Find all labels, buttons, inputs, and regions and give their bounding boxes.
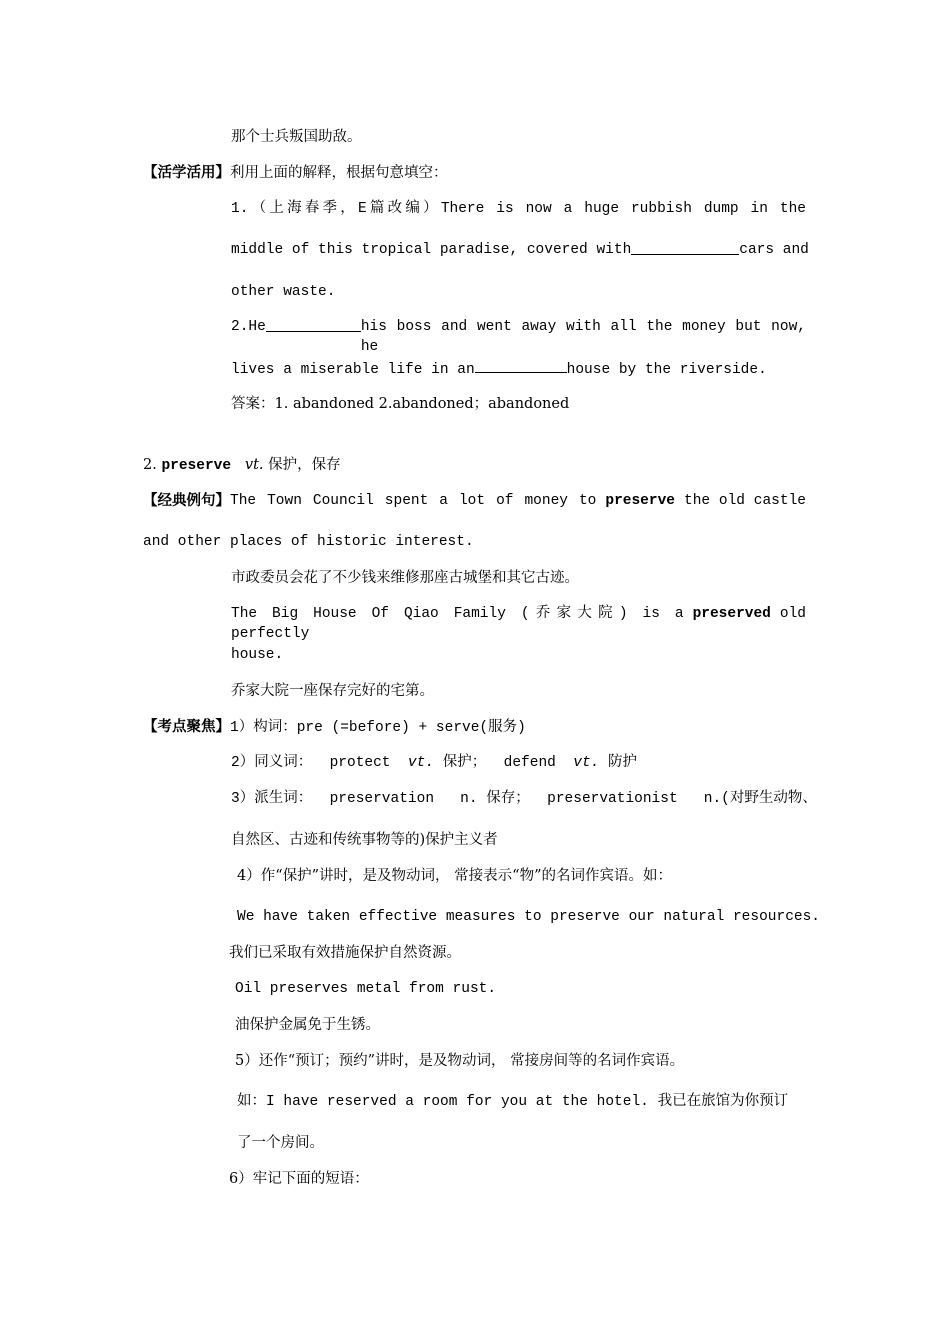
focus-point-2-a: 2）同义词： protect xyxy=(231,755,408,771)
q2-line-1 xyxy=(231,317,806,357)
examples-tag: 【经典例句】 xyxy=(143,492,230,509)
focus-point-2-pos2: vt. xyxy=(573,755,600,771)
q2-blank-1[interactable] xyxy=(266,317,361,332)
examples-line-1 xyxy=(143,491,806,511)
example2-keyword: preserved xyxy=(692,606,771,622)
focus-point-2 xyxy=(231,753,637,773)
focus-point-2-b: 保护； defend xyxy=(434,755,574,771)
q2-line-1-tail: his boss and went away with all the money but now, he xyxy=(360,319,806,355)
focus-point-1: 1）构词：pre (=before) + serve(服务) xyxy=(230,720,526,736)
q1-line-1: 1.（上海春季，E篇改编）There is now a huge rubbish dump in the xyxy=(231,201,806,217)
example2-part2: old xyxy=(779,606,806,622)
q1-blank[interactable] xyxy=(631,240,739,255)
q2-line-2-tail: house by the riverside. xyxy=(566,362,767,378)
focus-line-1 xyxy=(143,717,526,738)
focus-point-2-c: 防护 xyxy=(599,755,638,771)
q1-line-2 xyxy=(231,240,809,260)
q2-blank-2[interactable] xyxy=(475,358,567,373)
line-soldier-cn: 那个士兵叛国助敌。 xyxy=(231,129,362,145)
entry-heading xyxy=(143,455,341,476)
focus-point-4: 4）作“保护”讲时，是及物动词， 常接表示“物”的名词作宾语。如： xyxy=(237,868,672,884)
focus-point-4-example2-en: Oil preserves metal from rust. xyxy=(235,981,497,997)
entry-number: 2. xyxy=(143,457,162,473)
example1-part1: The Town Council spent a lot of money to xyxy=(230,493,597,509)
q2-line-2 xyxy=(231,358,767,380)
q1-line-2-text: middle of this tropical paradise, covered with xyxy=(231,242,632,258)
practice-tag: 【活学活用】 xyxy=(143,164,230,181)
focus-point-4-example2-cn: 油保护金属免于生锈。 xyxy=(235,1017,380,1033)
example1-translation: 市政委员会花了不少钱来维修那座古城堡和其它古迹。 xyxy=(231,570,579,586)
focus-point-5: 5）还作“预订；预约”讲时，是及物动词， 常接房间等的名词作宾语。 xyxy=(235,1053,685,1069)
focus-point-4-example-en: We have taken effective measures to preserve our natural resources. xyxy=(237,909,820,925)
entry-pos: vt. xyxy=(244,457,264,473)
focus-point-2-pos1: vt. xyxy=(407,755,435,771)
example1-line-2: and other places of historic interest. xyxy=(143,534,474,550)
example2-line-1 xyxy=(231,604,806,644)
example1-keyword: preserve xyxy=(605,493,675,509)
q1-line-3: other waste. xyxy=(231,284,336,300)
example2-line-2: house. xyxy=(231,647,284,663)
focus-point-6: 6）牢记下面的短语： xyxy=(229,1171,369,1187)
focus-point-4-example-cn: 我们已采取有效措施保护自然资源。 xyxy=(229,945,461,961)
example1-part2: the old castle xyxy=(684,493,806,509)
answer-line: 答案：1. abandoned 2.abandoned；abandoned xyxy=(231,396,570,412)
example2-part1: The Big House Of Qiao Family (乔家大院) is a perfectly xyxy=(231,606,684,642)
entry-meaning: 保护，保存 xyxy=(268,457,341,473)
entry-word: preserve xyxy=(161,458,232,474)
focus-point-3-line-2: 自然区、古迹和传统事物等的)保护主义者 xyxy=(231,832,498,848)
q2-line-2-head: lives a miserable life in an xyxy=(231,362,475,378)
q1-line-2-tail: cars and xyxy=(739,242,809,258)
practice-instruction: 利用上面的解释，根据句意填空： xyxy=(230,165,448,181)
focus-point-5-example-line-2: 了一个房间。 xyxy=(237,1135,324,1151)
example2-translation: 乔家大院一座保存完好的宅第。 xyxy=(231,683,434,699)
focus-tag: 【考点聚焦】 xyxy=(143,718,230,735)
focus-point-5-example: 如：I have reserved a room for you at the hotel. 我已在旅馆为你预订 xyxy=(237,1094,789,1110)
focus-point-3-line-1: 3）派生词： preservation n. 保存； preservationist n.(对野生动物、 xyxy=(231,791,817,807)
q2-line-1-head: 2.He xyxy=(231,319,266,335)
practice-heading xyxy=(143,163,448,183)
